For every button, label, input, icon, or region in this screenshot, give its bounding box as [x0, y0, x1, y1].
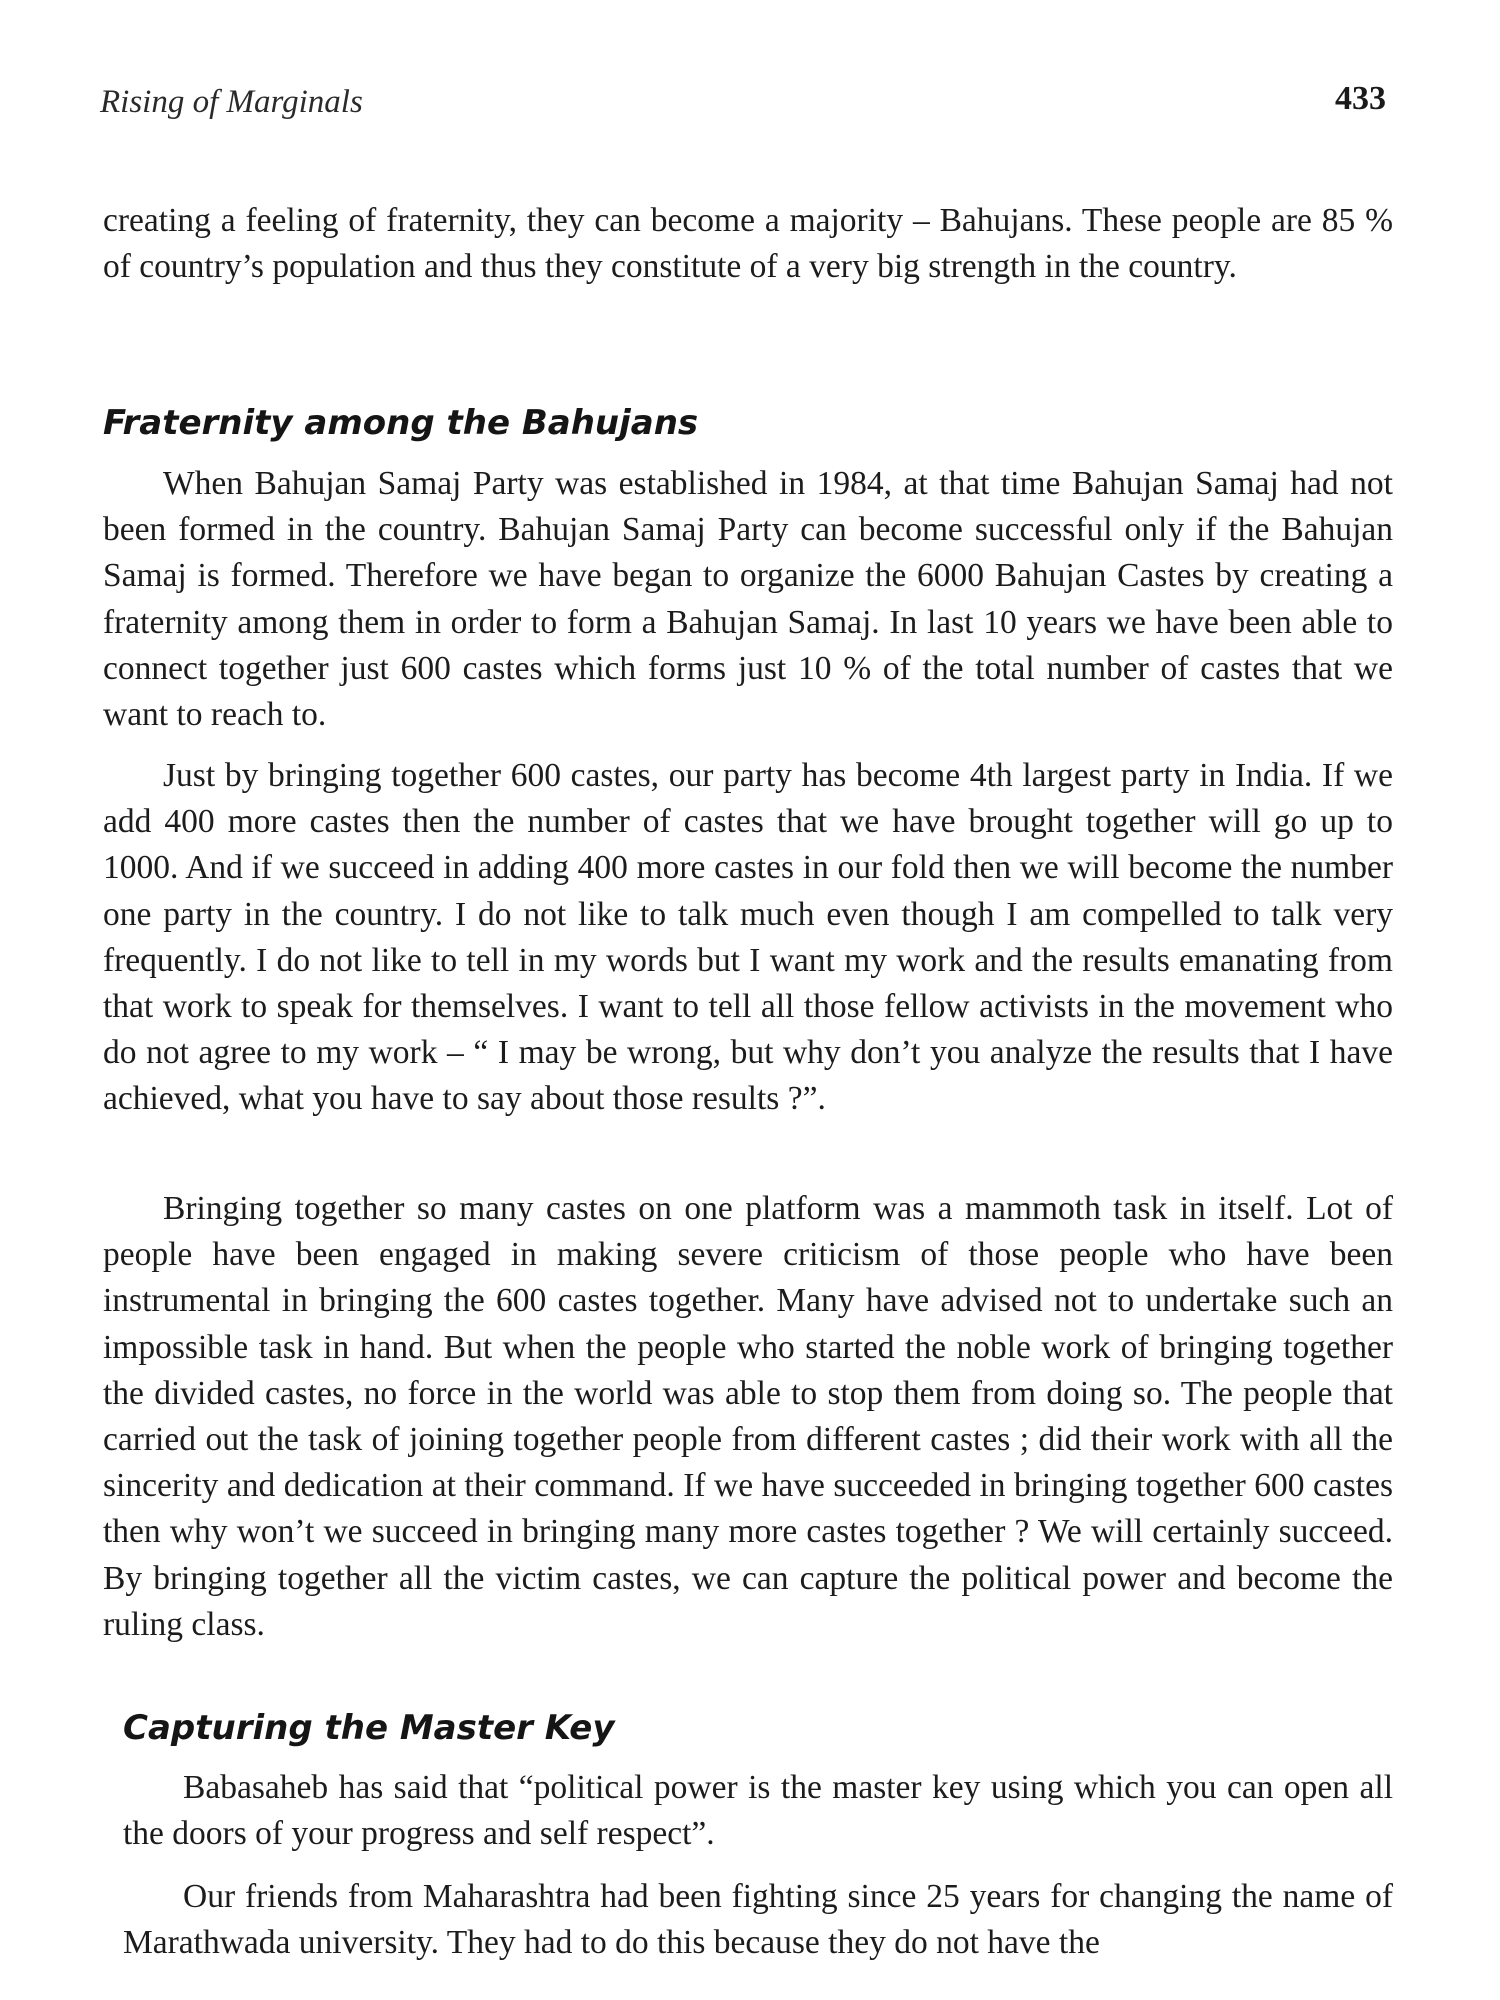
- paragraph: Just by bringing together 600 castes, our party has become 4th largest party in India. If we add 400 more castes then the number of castes that we have brought together will go up to 1000. And if we succeed in adding 400 more castes in our fold then we will become the number one party in the country. I do not like to talk much even though I am compelled to talk very frequently. I do not like to tell in my words but I want my work and the results emanating from that work to speak for themselves. I want to tell all those fellow activists in the movement who do not agree to my work – “ I may be wrong, but why don’t you analyze the results that I have achieved, what you have to say about those results ?”.: [103, 757, 1393, 1118]
- paragraph: Our friends from Maharashtra had been fighting since 25 years for changing the name of Marathwada university. They had to do this because they do not have the: [123, 1878, 1393, 1962]
- section-heading-fraternity: Fraternity among the Bahujans: [103, 403, 699, 443]
- section-heading-master-key: Capturing the Master Key: [123, 1708, 615, 1748]
- continuation-paragraph: creating a feeling of fraternity, they can become a majority – Bahujans. These people are 85 % of country’s population and thus they constitute of a very big strength in the country.: [103, 202, 1393, 286]
- page-number: 433: [1335, 80, 1386, 117]
- running-title: Rising of Marginals: [100, 84, 363, 120]
- paragraph: Babasaheb has said that “political power is the master key using which you can open all the doors of your progress and self respect”.: [123, 1769, 1393, 1853]
- paragraph: Bringing together so many castes on one platform was a mammoth task in itself. Lot of people have been engaged in making severe criticism of those people who have been instrumental in bringing the 600 castes together. Many have advised not to undertake such an impossible task in hand. But when the people who started the noble work of bringing together the divided castes, no force in the world was able to stop them from doing so. The people that carried out the task of joining together people from different castes ; did their work with all the sincerity and dedication at their command. If we have succeeded in bringing together 600 castes then why won’t we succeed in bringing many more castes together ? We will certainly succeed. By bringing together all the victim castes, we can capture the political power and become the ruling class.: [103, 1190, 1393, 1643]
- paragraph: When Bahujan Samaj Party was established in 1984, at that time Bahujan Samaj had not been formed in the country. Bahujan Samaj Party can become successful only if the Bahujan Samaj is formed. Therefore we have began to organize the 6000 Bahujan Castes by creating a fraternity among them in order to form a Bahujan Samaj. In last 10 years we have been able to connect together just 600 castes which forms just 10 % of the total number of castes that we want to reach to.: [103, 465, 1393, 734]
